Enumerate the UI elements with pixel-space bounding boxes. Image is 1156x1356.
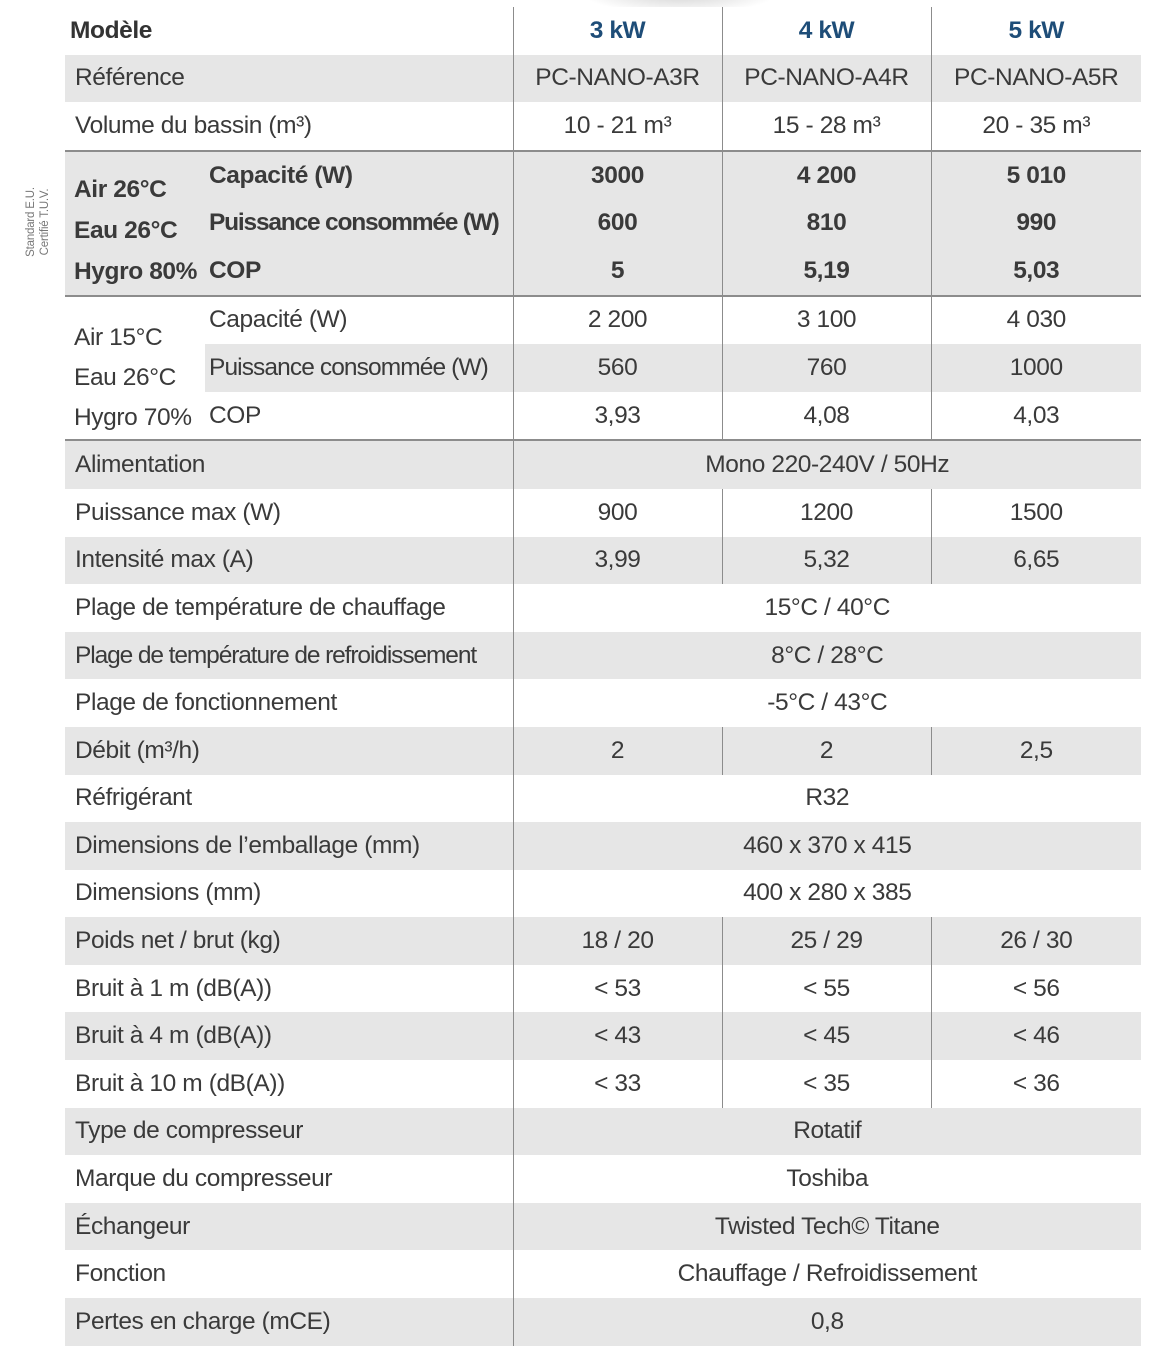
cell: 3,99 [513,537,722,585]
cell: 3,93 [513,392,722,441]
table-row [65,1298,1141,1346]
cell: 2 200 [513,296,722,345]
row-label: Marque du compresseur [65,1155,513,1203]
cell-merged: Twisted Tech© Titane [513,1203,1141,1251]
row-label: Volume du bassin (m³) [65,102,513,151]
cell: 18 / 20 [513,917,722,965]
condition-line: Eau 26°C [74,363,176,391]
row-label: Puissance consommée (W) [205,344,513,392]
row-label: Fonction [65,1250,513,1298]
cell-merged: 400 x 280 x 385 [513,870,1141,918]
cell: 5,19 [722,247,931,296]
model-label: Modèle [65,7,513,55]
cell: 810 [722,199,931,247]
row-label: Bruit à 1 m (dB(A)) [65,965,513,1013]
header-row [65,7,1141,55]
cell: PC-NANO-A3R [513,55,722,103]
specifications-table [65,7,1141,1346]
row-label: Bruit à 4 m (dB(A)) [65,1012,513,1060]
cell: 3 100 [722,296,931,345]
cell: 900 [513,489,722,537]
cell: 1000 [931,344,1141,392]
row-label: Débit (m³/h) [65,727,513,775]
table-row [65,344,1141,392]
cell: 4 200 [722,151,931,200]
cell: 5 [513,247,722,296]
row-label: Poids net / brut (kg) [65,917,513,965]
cell-merged: Rotatif [513,1108,1141,1156]
condition-line: Air 26°C [74,175,167,203]
row-label: Plage de fonctionnement [65,679,513,727]
table-row [65,727,1141,775]
row-label: Bruit à 10 m (dB(A)) [65,1060,513,1108]
cell: < 55 [722,965,931,1013]
cell: 760 [722,344,931,392]
cell: < 35 [722,1060,931,1108]
row-label: Puissance consommée (W) [205,199,513,247]
cell: 5,03 [931,247,1141,296]
cell-merged: Mono 220-240V / 50Hz [513,440,1141,489]
model-4kw: 4 kW [722,7,931,55]
cell: 1500 [931,489,1141,537]
cell: < 43 [513,1012,722,1060]
table-row [65,489,1141,537]
cell: 15 - 28 m³ [722,102,931,151]
row-label: Dimensions de l’emballage (mm) [65,822,513,870]
condition-line: Eau 26°C [74,216,178,244]
cell: 20 - 35 m³ [931,102,1141,151]
cell: 3000 [513,151,722,200]
cell-merged: Chauffage / Refroidissement [513,1250,1141,1298]
row-label: Pertes en charge (mCE) [65,1298,513,1346]
row-label: Échangeur [65,1203,513,1251]
row-label: Puissance max (W) [65,489,513,537]
table-row [65,870,1141,918]
cell-merged: 15°C / 40°C [513,584,1141,632]
cell: 990 [931,199,1141,247]
cell: PC-NANO-A5R [931,55,1141,103]
table-row [65,917,1141,965]
test-condition-2 [65,296,205,441]
cell-merged: R32 [513,775,1141,823]
row-label: Alimentation [65,440,513,489]
model-5kw: 5 kW [931,7,1141,55]
cell: PC-NANO-A4R [722,55,931,103]
cell: < 53 [513,965,722,1013]
table-row [65,775,1141,823]
table-row [65,296,1141,345]
certification-note [14,172,62,272]
cell-merged: Toshiba [513,1155,1141,1203]
cell: 560 [513,344,722,392]
table-row [65,584,1141,632]
cell: 2 [513,727,722,775]
row-label: COP [205,392,513,441]
table-row [65,965,1141,1013]
cell: < 36 [931,1060,1141,1108]
table-row [65,151,1141,200]
row-label: Réfrigérant [65,775,513,823]
cell: 2 [722,727,931,775]
cell: 4,03 [931,392,1141,441]
cell: < 45 [722,1012,931,1060]
cell: 1200 [722,489,931,537]
table-row [65,632,1141,680]
cell: 10 - 21 m³ [513,102,722,151]
table-row [65,199,1141,247]
row-label: Intensité max (A) [65,537,513,585]
row-label: COP [205,247,513,296]
row-label: Capacité (W) [205,296,513,345]
table-row [65,822,1141,870]
cell: 600 [513,199,722,247]
row-label: Référence [65,55,513,103]
table-row [65,1155,1141,1203]
row-label: Type de compresseur [65,1108,513,1156]
table-row [65,1012,1141,1060]
row-label: Plage de température de refroidissement [65,632,513,680]
cell-merged: -5°C / 43°C [513,679,1141,727]
cell: 5 010 [931,151,1141,200]
test-condition-1 [65,151,205,296]
cell: 4,08 [722,392,931,441]
cell: < 33 [513,1060,722,1108]
table-row [65,679,1141,727]
cell-merged: 0,8 [513,1298,1141,1346]
table-row [65,102,1141,151]
condition-line: Hygro 80% [74,257,198,285]
table-row [65,1060,1141,1108]
cell: 5,32 [722,537,931,585]
cell: < 46 [931,1012,1141,1060]
row-label: Dimensions (mm) [65,870,513,918]
cell: 2,5 [931,727,1141,775]
table-row [65,1203,1141,1251]
table-row [65,537,1141,585]
cell: 4 030 [931,296,1141,345]
cell: 26 / 30 [931,917,1141,965]
cell: 25 / 29 [722,917,931,965]
condition-line: Hygro 70% [74,403,192,431]
table-row [65,392,1141,441]
table-row [65,55,1141,103]
table-row [65,247,1141,296]
table-row [65,1250,1141,1298]
table-row [65,440,1141,489]
side-note-line: Standard E.U. [25,187,38,257]
model-3kw: 3 kW [513,7,722,55]
cell: 6,65 [931,537,1141,585]
row-label: Plage de température de chauffage [65,584,513,632]
cell-merged: 8°C / 28°C [513,632,1141,680]
cell-merged: 460 x 370 x 415 [513,822,1141,870]
general-specs [65,440,1141,1345]
cell: < 56 [931,965,1141,1013]
table-row [65,1108,1141,1156]
row-label: Capacité (W) [205,151,513,200]
condition-line: Air 15°C [74,323,163,351]
side-note-line: Certifié T.U.V. [39,188,52,256]
